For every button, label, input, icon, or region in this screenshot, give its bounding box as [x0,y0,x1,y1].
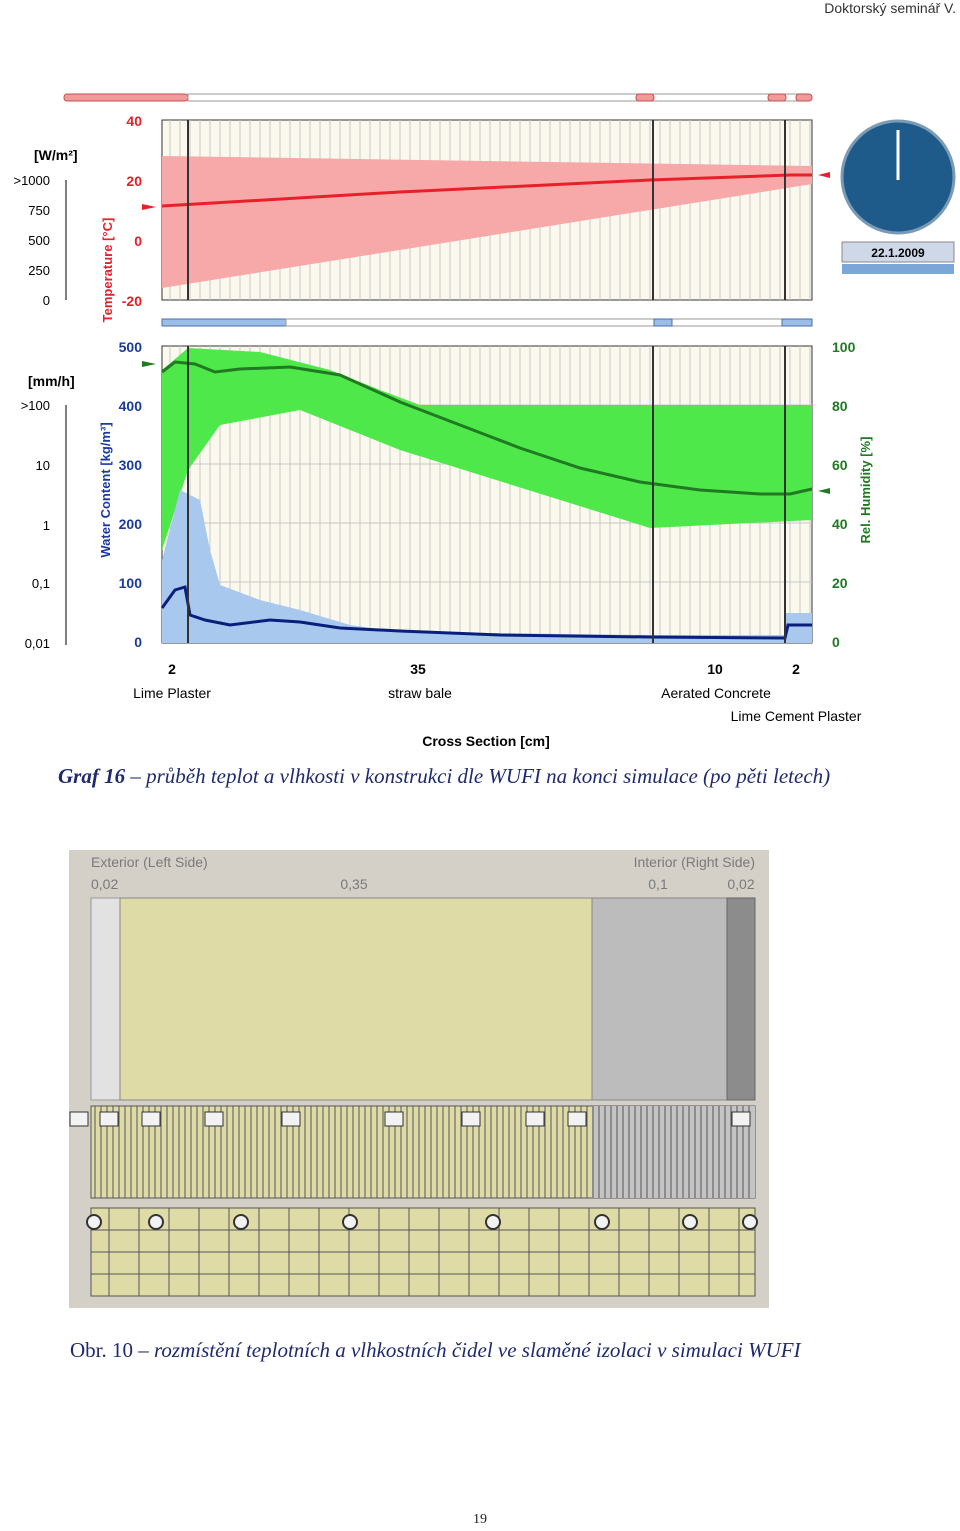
temp-tick: -20 [121,293,142,309]
temperature-sensor-icon [149,1215,163,1229]
water-ticks [119,339,143,650]
rain-tick: >100 [20,398,50,413]
humidity-sensor-icon [385,1112,403,1126]
humidity-sensor-icon [70,1112,88,1126]
caption-text: rozmístění teplotních a vlhkostních čidel ve slaměné izolaci v simulaci WUFI [154,1338,801,1362]
water-tick: 200 [118,516,142,532]
flux-tick: 500 [28,233,50,248]
wufi-result-graph [0,80,960,760]
layer-width-label: 0,35 [340,876,368,892]
layer-width-label: 0,02 [727,876,755,892]
caption-label: Graf 16 [58,764,126,788]
rh-tick: 20 [832,575,848,591]
temperature-sensor-icon [486,1215,500,1229]
humidity-sensor-icon [568,1112,586,1126]
flux-tick: 750 [28,203,50,218]
humidity-sensor-icon [142,1112,160,1126]
flux-tick: 250 [28,263,50,278]
humidity-sensor-icon [282,1112,300,1126]
layer-straw-bale [120,898,592,1100]
rh-tick: 100 [832,339,856,355]
humidity-sensor-icon [462,1112,480,1126]
caption-graph-16: Graf 16 – průběh teplot a vlhkosti v konstrukci dle WUFI na konci simulace (po pěti letech) [58,764,831,788]
mesh-grid-upper [70,1106,755,1198]
caption-figure-10: Obr. 10 – rozmístění teplotních a vlhkostních čidel ve slaměné izolaci v simulaci WUFI [70,1338,801,1362]
running-header: Doktorský seminář V. [824,0,956,16]
rain-tick: 10 [35,458,50,473]
layer-aerated-concrete [592,898,727,1100]
temp-tick: 40 [126,113,142,129]
temperature-plot [142,120,830,300]
water-tick: 500 [118,339,142,355]
layer-width-label: 0,1 [648,876,668,892]
temperature-ticks [122,113,142,309]
temperature-axis-label: Temperature [°C] [100,217,115,323]
interior-label: Interior (Right Side) [633,854,755,870]
rh-tick: 80 [832,398,848,414]
temperature-sensor-icon [87,1215,101,1229]
humidity-sensor-icon [205,1112,223,1126]
temperature-sensor-icon [234,1215,248,1229]
layer-lime-plaster [91,898,120,1100]
temp-tick: 0 [134,233,142,249]
rh-axis-label: Rel. Humidity [%] [858,436,873,544]
rh-tick: 40 [832,516,848,532]
rain-tick: 1 [42,518,50,533]
temperature-sensor-icon [595,1215,609,1229]
water-tick: 100 [118,575,142,591]
caption-label: Obr. 10 [70,1338,133,1362]
x-axis-label: Cross Section [cm] [422,733,550,749]
rain-tick: 0,01 [24,636,50,651]
time-dial [842,121,954,274]
rh-tick: 60 [832,457,848,473]
material-label: Lime Cement Plaster [730,708,862,724]
water-tick: 300 [118,457,142,473]
flux-tick: 0 [42,293,50,308]
thickness-label: 2 [168,661,176,677]
temp-tick: 20 [126,173,142,189]
humidity-sensor-icon [526,1112,544,1126]
rain-ticks [21,398,50,651]
top-units-label: [W/m²] [34,147,78,163]
water-axis-label: Water Content [kg/m³] [98,422,113,558]
layer-lime-cement-plaster [727,898,755,1100]
thickness-label: 2 [792,661,800,677]
top-layer-strip [64,94,812,101]
layer-width-label: 0,02 [91,876,119,892]
water-tick: 0 [134,634,142,650]
date-label: 22.1.2009 [871,246,925,260]
temperature-sensor-icon [743,1215,757,1229]
rain-tick: 0,1 [31,576,50,591]
middle-layer-strip [162,319,812,326]
rh-ticks [832,339,856,650]
humidity-sensor-icon [732,1112,750,1126]
material-label: Lime Plaster [133,685,211,701]
temperature-sensor-icon [343,1215,357,1229]
bottom-units-label: [mm/h] [28,373,75,389]
thickness-label: 35 [410,661,426,677]
exterior-label: Exterior (Left Side) [91,854,208,870]
cross-section-labels [133,661,862,749]
water-tick: 400 [118,398,142,414]
flux-tick: >1000 [13,173,50,188]
sensor-placement-diagram [69,850,769,1308]
flux-ticks [13,173,50,308]
humidity-sensor-icon [100,1112,118,1126]
material-label: straw bale [388,685,452,701]
layer-stack [91,898,755,1100]
temperature-sensor-icon [683,1215,697,1229]
thickness-label: 10 [707,661,723,677]
rh-tick: 0 [832,634,840,650]
material-label: Aerated Concrete [661,685,771,701]
page-number: 19 [473,1512,487,1527]
humidity-water-plot [142,346,830,643]
mesh-grid-lower [87,1208,757,1296]
caption-text: průběh teplot a vlhkosti v konstrukci dle WUFI na konci simulace (po pěti letech) [146,764,831,788]
